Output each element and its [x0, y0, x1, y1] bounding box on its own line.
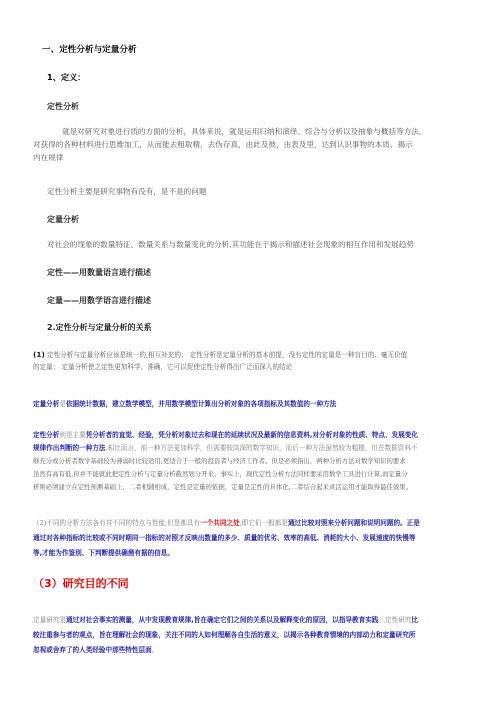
qualitative-definition-method: 规律作出判断的一种方法 — [33, 444, 106, 452]
section-3-heading: （3）研究目的不同 — [33, 577, 129, 590]
quantitative-paragraph: 对社会的现象的数量特征、数量关系与数量变化的分析,其功能在于揭示和描述社会现象的相互作用和发展趋势 — [47, 240, 414, 249]
quantitative-title: 定量分析 — [47, 215, 79, 224]
heading-1: 一、定性分析与定量分析 — [42, 45, 137, 55]
qualitative-definition-line-1 — [33, 432, 418, 440]
difference-intro: （2)不同的分析方法各有其不同的特点与性能,但是都具有 — [33, 519, 201, 527]
purpose-line-3 — [33, 647, 158, 655]
qualitative-summary: 定性分析主要是研究事物有没有，是不是的问题 — [47, 187, 207, 196]
qualitative-definition-term: 定性分析 — [33, 431, 60, 439]
qualitative-definition-line-4: 虽然有高有低,但并不能就此把定性分析与定量分析截然划分开来。事实上，现代定性分析方法同样要采用数学工具进行计算,而定量分 — [33, 470, 408, 478]
difference-compare: 通过比较对照来分析问题和说明问题的。正是 — [287, 519, 420, 527]
relationship-line-2: 的定量； 定量分析使之定性更加科学、准确，它可以促使定性分析得出广泛而深入的结论 — [33, 363, 293, 371]
qualitative-paragraph-line-1: 就是对研究对象进行质的方面的分析，具体来说，就是运用归纳和演绎、综合与分析以及抽象与概括等方法, — [62, 127, 422, 136]
difference-line-2: 通过对各种指标的比较或不同时期同一指标的对照才反映出数量的多少、质量的优劣、效率的高低、消耗的大小、发展速度的快慢等 — [33, 534, 416, 542]
qualitative-definition-line-5: 析则必须建立在定性预测基础上，二者相辅相成，定性是定量的依据，定量是定性的具体化,二者结合起来灵活运用才能取得最佳效果。 — [33, 483, 413, 491]
difference-common: 一个共同之处 — [200, 519, 240, 527]
quantitative-definition-is: 是 — [59, 400, 66, 408]
definition-qualitative: 定性——用数量语言进行描述 — [47, 268, 151, 277]
purpose-quant-text: 通过对社会事实的测量，从中发现教育规律,旨在确定它们之间的关系以及解释变化的原因，以指导教育实践 — [65, 616, 379, 624]
purpose-line-3-text: 忽视或舍弃了的人类经验中那些特性层面 — [33, 646, 152, 654]
heading-definition: 1、定义： — [47, 72, 86, 82]
qualitative-definition-compare: .相比而言，前一种方法更加科学，但需要较高深的数学知识，而后一种方法虽然较为粗糙，但在数据资料不 — [105, 444, 418, 452]
purpose-line-1 — [33, 617, 418, 625]
qualitative-definition-line-2 — [33, 445, 418, 453]
quantitative-definition-term: 定量分析 — [33, 400, 60, 408]
qualitative-title: 定性分析 — [47, 102, 79, 111]
purpose-qual-intro: 。定性研究 — [378, 616, 412, 624]
quantitative-definition-line — [33, 401, 336, 409]
qualitative-definition-main: 则是主要 — [59, 431, 86, 439]
relationship-text-1: 定性分析与定量分析应该是统一的,相互补充的； 定性分析是定量分析的基本前提，没有定性的定量是一种盲目的、毫无价值 — [47, 351, 408, 359]
qualitative-definition-text: 凭分析者的直觉、经验，凭分析对象过去和现在的延续状况及最新的信息资料,对分析对象的性质、特点、发展变化 — [85, 431, 418, 439]
difference-they: ,即它们一般都是 — [239, 519, 288, 527]
purpose-quant-intro: 定量研究是 — [33, 616, 66, 624]
qualitative-paragraph-line-2: 对获得的各种材料进行思维加工，从而能去粗取精，去伪存真，由此及彼，由表及里，达到认识事物的本质、揭示 — [33, 140, 413, 149]
qualitative-paragraph-line-3: 内在规律 — [33, 153, 64, 162]
quantitative-definition-text: 依据统计数据，建立数学模型，并用数学模型计算出分析对象的各项指标及其数值的一种方法 — [65, 400, 337, 408]
purpose-line-3-end: 。 — [151, 646, 159, 654]
purpose-line-2: 较注重参与者的观点，旨在理解社会的现象，关注不同的人如何理解各自生活的意义，以揭示各种教育情境的内部动力和定量研究所 — [33, 631, 416, 639]
heading-relationship: 2.定性分析与定量分析的关系 — [47, 323, 152, 332]
difference-line-3: 等,才能为作鉴别、下判断提供确凿有据的信息。 — [33, 549, 174, 557]
difference-line-1 — [33, 520, 420, 528]
purpose-qual-start: 比 — [411, 616, 418, 624]
definition-quantitative: 定量——用数学语言进行描述 — [47, 296, 151, 305]
relationship-line-1 — [33, 351, 407, 360]
qualitative-definition-line-3: 够充分或分析者数学基础较为薄弱时比较适用,更适合于一般的投资者与经济工作者。但是必须指出，两种分析方法对数学知识的要求 — [33, 457, 406, 465]
relationship-number: (1) — [33, 350, 45, 359]
